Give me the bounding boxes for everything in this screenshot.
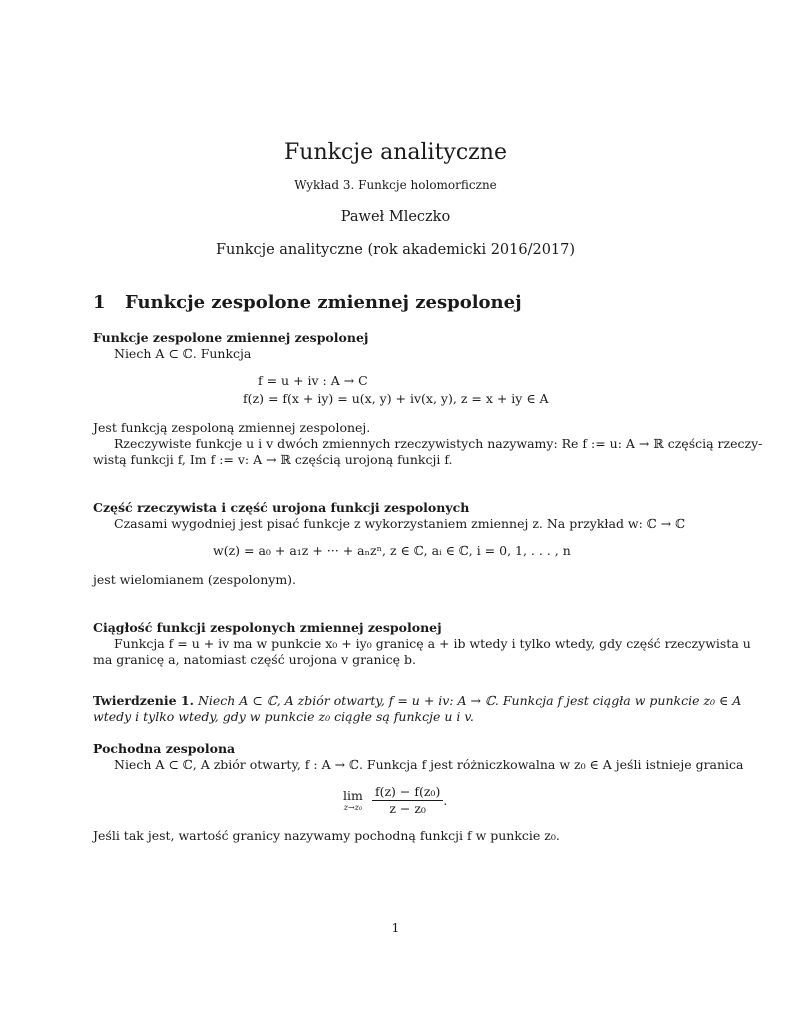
theorem-text-1: Niech A ⊂ ℂ, A zbiór otwarty, f = u + iv: A → ℂ. Funkcja f jest ciągła w punkcie z₀ ∈ A: [197, 693, 742, 708]
limit-symbol: lim: [343, 787, 363, 803]
theorem-line-2: wtedy i tylko wtedy, gdy w punkcie z₀ ciągłe są funkcje u i v.: [93, 709, 474, 724]
limit-period: .: [443, 793, 448, 808]
theorem-label: Twierdzenie 1.: [93, 693, 194, 708]
limit-operator: [343, 789, 363, 813]
p4-line-2: Jeśli tak jest, wartość granicy nazywamy pochodną funkcji f w punkcie z₀.: [93, 828, 560, 843]
p2-line-1: Czasami wygodniej jest pisać funkcje z wykorzystaniem zmiennej z. Na przykład w: ℂ → ℂ: [114, 516, 686, 531]
section-title: Funkcje zespolone zmiennej zespolonej: [125, 292, 522, 313]
quotient-denominator: z − z₀: [389, 801, 426, 816]
section-heading: [93, 292, 522, 313]
document-title: Funkcje analityczne: [284, 140, 507, 165]
limit-expression: [343, 784, 447, 817]
limit-subscript: z→z₀: [343, 802, 363, 812]
p1-intro: Niech A ⊂ ℂ. Funkcja: [114, 346, 252, 361]
p2-equation: w(z) = a₀ + a₁z + ··· + aₙzⁿ, z ∈ ℂ, aᵢ ∈ ℂ, i = 0, 1, . . . , n: [213, 543, 571, 558]
p4-line-1: Niech A ⊂ ℂ, A zbiór otwarty, f : A → ℂ. Funkcja f jest różniczkowalna w z₀ ∈ A jeśli istnieje granica: [114, 757, 744, 772]
quotient-numerator: f(z) − f(z₀): [372, 784, 443, 801]
p1-line-1: Jest funkcją zespoloną zmiennej zespolonej.: [93, 420, 371, 435]
paragraph-heading-continuity: Ciągłość funkcji zespolonych zmiennej zespolonej: [93, 620, 442, 635]
difference-quotient: [372, 784, 443, 817]
p1-line-2: Rzeczywiste funkcje u i v dwóch zmiennych rzeczywistych nazywamy: Re f := u: A → ℝ częścią rzeczy-: [114, 436, 763, 451]
document-subtitle: Wykład 3. Funkcje holomorficzne: [294, 178, 497, 192]
p1-line-3: wistą funkcji f, Im f := v: A → ℝ częścią urojoną funkcji f.: [93, 452, 453, 467]
p3-line-2: ma granicę a, natomiast część urojona v granicę b.: [93, 652, 416, 667]
course-info: Funkcje analityczne (rok akademicki 2016/2017): [215, 242, 576, 258]
page-number: 1: [391, 920, 400, 935]
paragraph-heading-derivative: Pochodna zespolona: [93, 741, 236, 756]
paragraph-heading-functions: Funkcje zespolone zmiennej zespolonej: [93, 330, 369, 345]
author-name: Paweł Mleczko: [340, 209, 451, 225]
p1-equation-2: f(z) = f(x + iy) = u(x, y) + iv(x, y), z = x + iy ∈ A: [243, 391, 549, 406]
p2-line-2: jest wielomianem (zespolonym).: [93, 572, 297, 587]
paragraph-heading-real-imag: Część rzeczywista i część urojona funkcji zespolonych: [93, 500, 470, 515]
section-number: 1: [93, 292, 106, 313]
p1-equation-1: f = u + iv : A → C: [258, 373, 368, 388]
p3-line-1: Funkcja f = u + iv ma w punkcie x₀ + iy₀ granicę a + ib wtedy i tylko wtedy, gdy część rzeczywista u: [114, 636, 751, 651]
